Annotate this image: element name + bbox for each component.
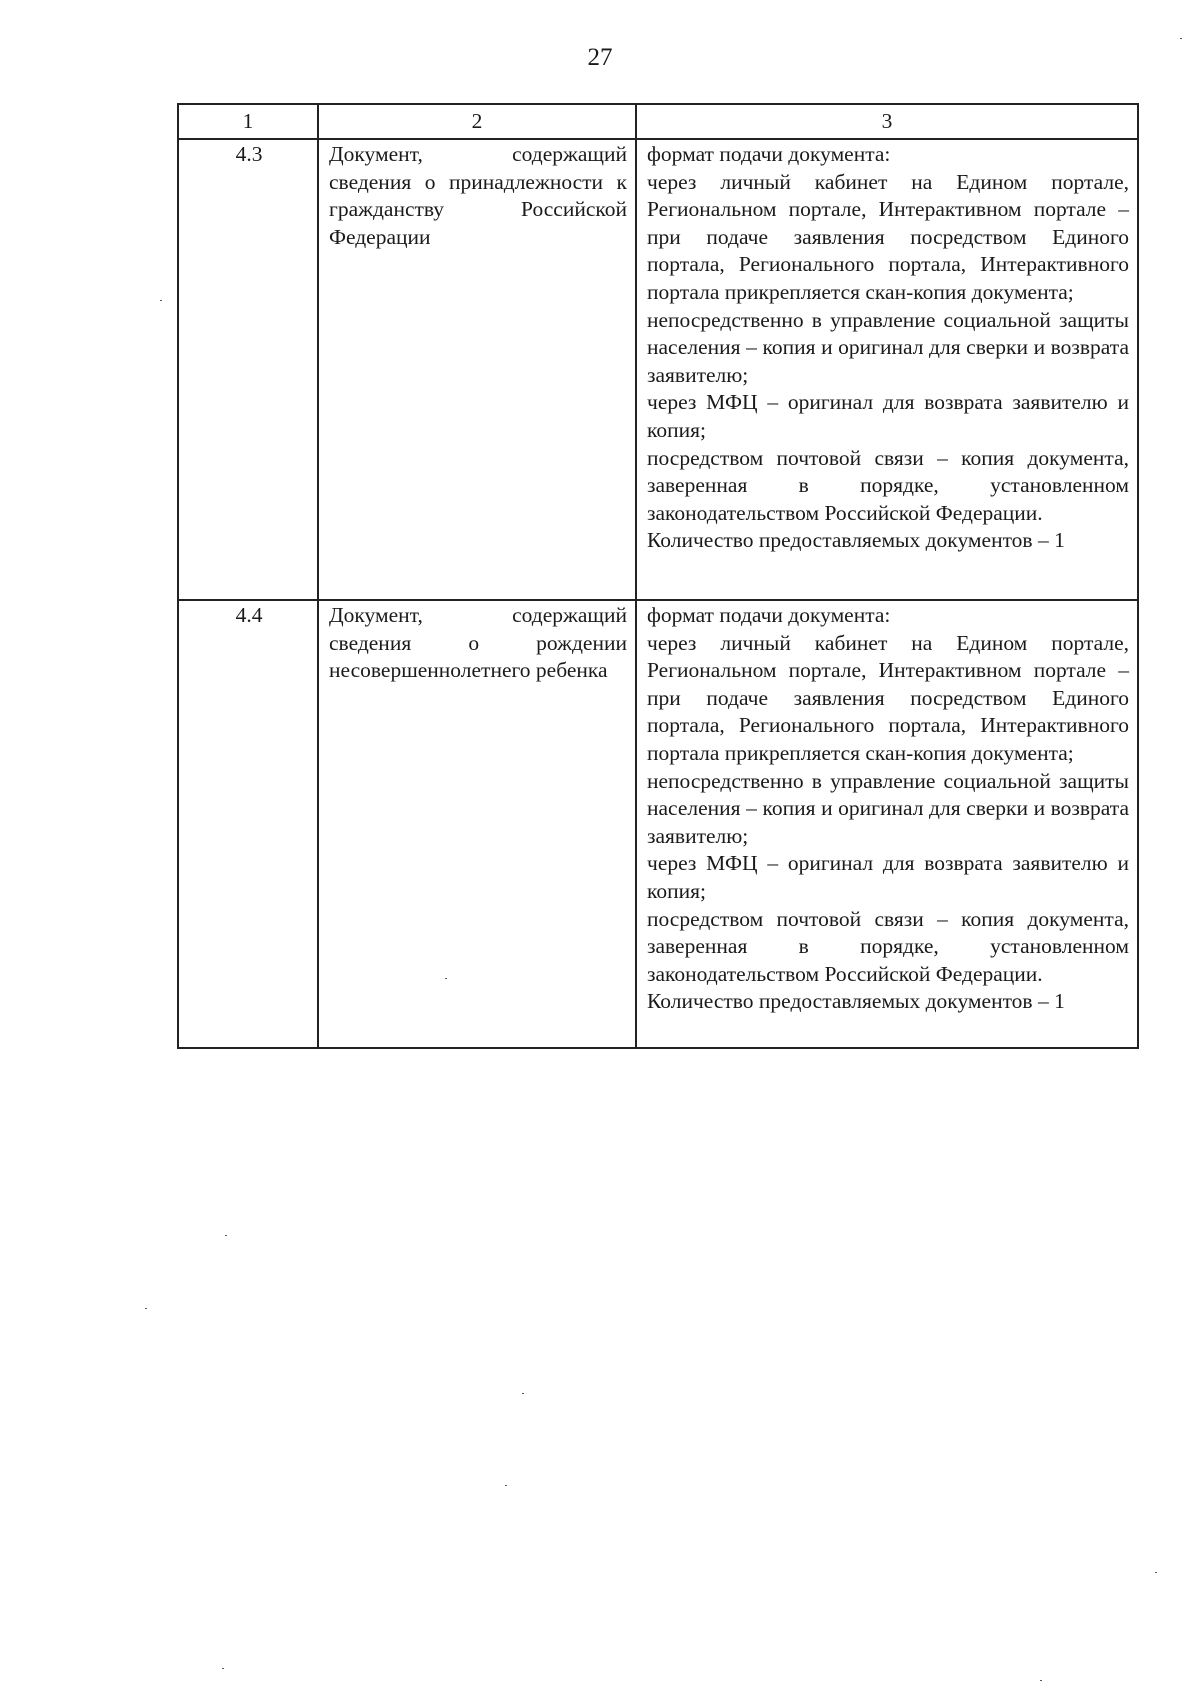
column-header-2: 2 (318, 104, 636, 139)
scan-speck (522, 1393, 524, 1394)
scan-speck (445, 978, 447, 979)
scan-speck (505, 1485, 507, 1486)
requirements-table (177, 103, 1139, 1049)
detail-line: посредством почтовой связи – копия документа, заверенная в порядке, установленном законодательством Российской Федерации. (647, 906, 1129, 986)
detail-line: через личный кабинет на Едином портале, Региональном портале, Интерактивном портале – при подаче заявления посредством Единого портала, Регионального портала, Интерактивного портала прикрепляется скан-копия документа; (647, 169, 1129, 304)
table-row (178, 139, 1138, 600)
scan-speck (1155, 1572, 1157, 1573)
document-name: Документ, содержащий сведения о принадлежности к гражданству Российской Федерации (318, 139, 636, 600)
scan-speck (160, 300, 162, 301)
document-name: Документ, содержащий сведения о рождении несовершеннолетнего ребенка (318, 600, 636, 1048)
detail-line: непосредственно в управление социальной защиты населения – копия и оригинал для сверки и возврата заявителю; (647, 307, 1129, 387)
scan-speck (145, 1308, 147, 1309)
detail-line: посредством почтовой связи – копия документа, заверенная в порядке, установленном законодательством Российской Федерации. (647, 445, 1129, 525)
detail-line: через личный кабинет на Едином портале, Региональном портале, Интерактивном портале – при подаче заявления посредством Единого портала, Регионального портала, Интерактивного портала прикрепляется скан-копия документа; (647, 630, 1129, 765)
detail-line: через МФЦ – оригинал для возврата заявителю и копия; (647, 851, 1129, 903)
table-row (178, 600, 1138, 1048)
scan-speck (1040, 1680, 1042, 1681)
detail-line: Количество предоставляемых документов – 1 (647, 528, 1065, 553)
row-number: 4.4 (178, 600, 318, 1048)
detail-line: Количество предоставляемых документов – 1 (647, 989, 1065, 1014)
row-number: 4.3 (178, 139, 318, 600)
submission-details (636, 139, 1138, 600)
page-number: 27 (587, 44, 613, 71)
column-header-3: 3 (636, 104, 1138, 139)
detail-line: формат подачи документа: (647, 142, 891, 166)
table-header-row (178, 104, 1138, 139)
submission-details (636, 600, 1138, 1048)
column-header-1: 1 (178, 104, 318, 139)
detail-line: формат подачи документа: (647, 603, 891, 627)
detail-line: через МФЦ – оригинал для возврата заявителю и копия; (647, 390, 1129, 442)
scan-speck (1180, 38, 1182, 39)
detail-line: непосредственно в управление социальной защиты населения – копия и оригинал для сверки и возврата заявителю; (647, 768, 1129, 848)
scan-speck (225, 1235, 227, 1236)
scan-speck (222, 1668, 224, 1669)
